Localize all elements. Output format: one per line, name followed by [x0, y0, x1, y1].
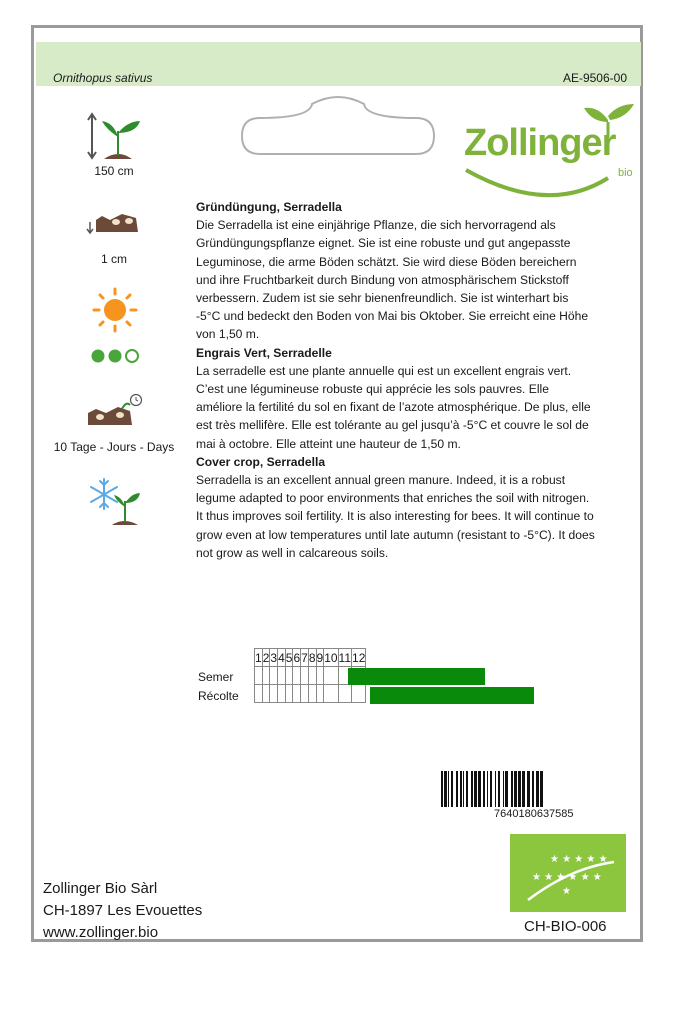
calendar-cell: [262, 667, 270, 685]
month-header-3: 3: [270, 650, 278, 665]
sow-period-bar: [348, 668, 485, 685]
calendar-cell: [285, 685, 293, 703]
calendar-cell: [262, 685, 270, 703]
month-header-5: 5: [285, 650, 293, 665]
sun-icon: [92, 287, 138, 333]
germination-time-icon: [86, 393, 146, 427]
svg-text:★: ★: [562, 886, 571, 897]
month-header-7: 7: [301, 650, 308, 665]
calendar-cell: [316, 667, 324, 685]
eu-organic-logo: [510, 834, 626, 912]
header-band: [36, 42, 641, 86]
month-header-12: 12: [352, 650, 366, 665]
article-code: AE-9506-00: [562, 71, 627, 85]
eu-leaf-stars-icon: [510, 834, 626, 912]
company-name: Zollinger Bio Sàrl: [43, 880, 158, 897]
sowing-depth-icon: [86, 210, 142, 236]
de-text: Die Serradella ist eine einjährige Pflanze, die sich hervorragend als Gründüngungspflanze eignet. Sie ist eine robuste und gut angepasste Leguminose, die arme Böden schätzt. Sie wird diese Böden bereichern und ihre Fruchtbarkeit durch Bindung von atmosphärischem Stickstoff verbessern. Zudem ist sie sehr bienenfreundlich. Sie ist winterhart bis -5°C und bedeckt den Boden von Mai bis Oktober. Sie erreicht eine Höhe von 1,50 m.: [196, 218, 589, 342]
fr-text: La serradelle est une plante annuelle qui est un excellent engrais vert. C’est une légumineuse robuste qui apprécie les sols pauvres. Elle améliore la fertilité du sol en fixant de l’azote atmosphérique. De plus, elle est très mellifère. Elle est tolérante au gel jusqu’à -5°C et couvre le sol de mai à octobre. Elle atteint une hauteur de 1,50 m.: [196, 363, 591, 451]
calendar-cell: [301, 685, 309, 703]
calendar-cell: [270, 685, 278, 703]
watering-icon: [90, 348, 142, 364]
calendar-cell: [255, 685, 263, 703]
description: [196, 198, 596, 562]
row-label-sow: Semer: [198, 670, 234, 684]
calendar-cell: [293, 667, 301, 685]
calendar-cell: [301, 667, 309, 685]
height-label: 150 cm: [94, 164, 134, 178]
month-header-10: 10: [324, 650, 338, 665]
company-city: CH-1897 Les Evouettes: [43, 902, 203, 919]
harvest-period-bar: [370, 687, 533, 704]
month-header-9: 9: [316, 650, 324, 665]
calendar-cell: [308, 667, 316, 685]
month-header-1: 1: [255, 650, 262, 665]
frost-hardy-icon: [88, 475, 144, 527]
month-header-6: 6: [293, 650, 301, 665]
calendar-cell: [352, 685, 366, 703]
calendar-cell: [278, 685, 286, 703]
calendar-cell: [255, 667, 263, 685]
calendar-cell: [324, 685, 338, 703]
month-header-11: 11: [338, 650, 352, 665]
plant-height-icon: [84, 111, 144, 163]
de-title: Gründüngung, Serradella: [196, 200, 342, 214]
hanger-cutout: [240, 92, 436, 156]
calendar-cell: [316, 685, 324, 703]
logo-wordmark: Zollinger: [464, 122, 616, 164]
calendar-cell: [278, 667, 286, 685]
row-label-harvest: Récolte: [198, 689, 239, 703]
barcode-number: 7640180637585: [494, 808, 574, 820]
calendar-cell: [338, 685, 351, 703]
en-title: Cover crop, Serradella: [196, 454, 326, 469]
svg-text:★ ★ ★ ★ ★ ★: ★ ★ ★ ★ ★ ★: [532, 872, 602, 883]
certification-code: CH-BIO-006: [524, 918, 607, 935]
calendar-cell: [270, 667, 278, 685]
latin-name: Ornithopus sativus: [53, 71, 153, 85]
fr-title: Engrais Vert, Serradelle: [196, 345, 332, 360]
company-address: [43, 878, 202, 944]
calendar-cell: [293, 685, 301, 703]
depth-label: 1 cm: [100, 252, 127, 266]
zollinger-logo: [458, 98, 640, 198]
month-header-8: 8: [308, 650, 316, 665]
logo-bio: bio: [618, 167, 633, 179]
company-website[interactable]: www.zollinger.bio: [43, 924, 159, 941]
seed-packet-back: [31, 25, 643, 942]
svg-text:★ ★ ★ ★ ★: ★ ★ ★ ★ ★: [550, 854, 608, 865]
calendar-cell: [324, 667, 338, 685]
calendar-cell: [285, 667, 293, 685]
calendar-cell: [308, 685, 316, 703]
en-text: Serradella is an excellent annual green manure. Indeed, it is a robust legume adapted to poor environments that enriches the soil with nitrogen. It thus improves soil fertility. It is also interesting for bees. It will continue to grow even at low temperatures until late autumn (resistant to -5°C). It does not grow as well in calcareous soils.: [196, 473, 595, 560]
barcode-image: [439, 771, 621, 807]
month-header-2: 2: [262, 650, 270, 665]
month-header-4: 4: [278, 650, 285, 665]
germination-label: 10 Tage - Jours - Days: [53, 440, 175, 454]
